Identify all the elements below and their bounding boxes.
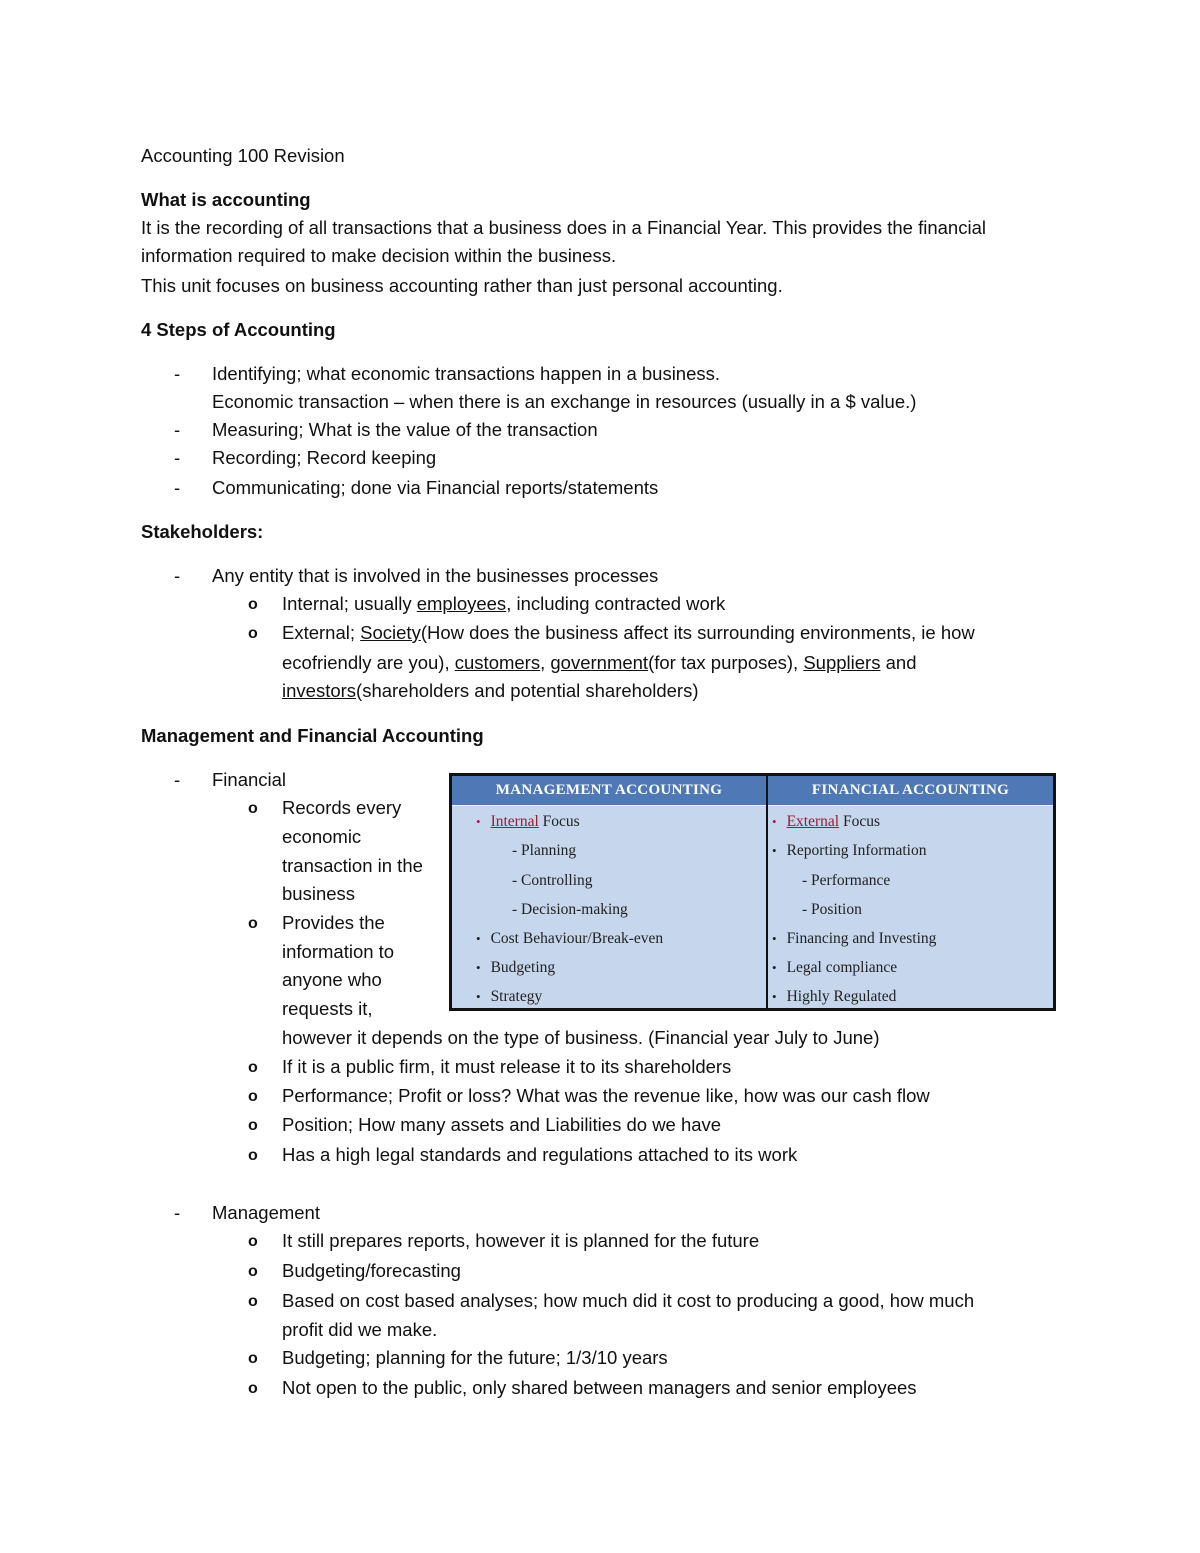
paragraph-line: information required to make decision within the business.: [141, 245, 617, 266]
step-identifying: Identifying; what economic transactions happen in a business.: [212, 363, 721, 384]
financial-point: If it is a public firm, it must release it to its shareholders: [282, 1056, 732, 1077]
underlined-term: investors: [282, 680, 357, 701]
table-cell: • Internal Focus: [476, 813, 580, 830]
stakeholders-intro: Any entity that is involved in the businesses processes: [212, 565, 659, 586]
circle-bullet: o: [248, 1263, 258, 1280]
table-cell: • Cost Behaviour/Break-even: [476, 930, 664, 947]
stakeholder-external: External; Society(How does the business affect its surrounding environments, ie how: [282, 622, 975, 643]
column-divider: [766, 776, 768, 1008]
underlined-term: customers: [454, 652, 541, 673]
financial-point: Records every: [282, 797, 402, 818]
dash-bullet: -: [174, 477, 181, 498]
table-cell: • Budgeting: [476, 959, 556, 976]
table-cell: - Decision-making: [512, 901, 628, 918]
table-header-management: MANAGEMENT ACCOUNTING: [452, 776, 766, 805]
paragraph-line: It is the recording of all transactions that a business does in a Financial Year. This provides the financial: [141, 217, 986, 238]
financial-point: anyone who: [282, 969, 382, 990]
management-point: It still prepares reports, however it is planned for the future: [282, 1230, 760, 1251]
management-point: Budgeting/forecasting: [282, 1260, 461, 1281]
dash-bullet: -: [174, 769, 181, 790]
circle-bullet: o: [248, 596, 258, 613]
circle-bullet: o: [248, 915, 258, 932]
circle-bullet: o: [248, 1293, 258, 1310]
table-cell: • External Focus: [772, 813, 880, 830]
circle-bullet: o: [248, 1059, 258, 1076]
circle-bullet: o: [248, 1380, 258, 1397]
financial-point: requests it,: [282, 998, 373, 1019]
comparison-table: [449, 773, 1056, 1011]
financial-point: Has a high legal standards and regulations attached to its work: [282, 1144, 798, 1165]
management-point: Not open to the public, only shared between managers and senior employees: [282, 1377, 917, 1398]
step-measuring: Measuring; What is the value of the transaction: [212, 419, 598, 440]
circle-bullet: o: [248, 800, 258, 817]
management-point: Budgeting; planning for the future; 1/3/10 years: [282, 1347, 668, 1368]
table-cell: • Strategy: [476, 988, 543, 1005]
stakeholder-external-cont: investors(shareholders and potential shareholders): [282, 680, 699, 701]
table-cell: - Planning: [512, 842, 577, 859]
underlined-term: Society: [360, 622, 421, 643]
circle-bullet: o: [248, 625, 258, 642]
heading-management-financial: Management and Financial Accounting: [141, 725, 484, 746]
table-cell: - Performance: [802, 872, 891, 889]
financial-point: information to: [282, 941, 395, 962]
underlined-term: government: [550, 652, 649, 673]
financial-point: Provides the: [282, 912, 385, 933]
circle-bullet: o: [248, 1350, 258, 1367]
heading-4-steps: 4 Steps of Accounting: [141, 319, 336, 340]
dash-bullet: -: [174, 1202, 181, 1223]
financial-label: Financial: [212, 769, 287, 790]
circle-bullet: o: [248, 1233, 258, 1250]
financial-point: however it depends on the type of business. (Financial year July to June): [282, 1027, 880, 1048]
table-header-financial: FINANCIAL ACCOUNTING: [768, 776, 1053, 805]
heading-what-is-accounting: What is accounting: [141, 189, 311, 210]
circle-bullet: o: [248, 1088, 258, 1105]
financial-point: business: [282, 883, 356, 904]
management-point: profit did we make.: [282, 1319, 438, 1340]
paragraph-line: This unit focuses on business accounting rather than just personal accounting.: [141, 275, 783, 296]
header-divider: [452, 805, 1053, 806]
financial-point: transaction in the: [282, 855, 423, 876]
stakeholder-external-cont: ecofriendly are you), customers, government(for tax purposes), Suppliers and: [282, 652, 917, 673]
dash-bullet: -: [174, 419, 181, 440]
circle-bullet: o: [248, 1147, 258, 1164]
step-identifying-detail: Economic transaction – when there is an exchange in resources (usually in a $ value.): [212, 391, 917, 412]
underlined-term: Suppliers: [803, 652, 881, 673]
dash-bullet: -: [174, 447, 181, 468]
heading-stakeholders: Stakeholders:: [141, 521, 264, 542]
table-cell: • Legal compliance: [772, 959, 898, 976]
financial-point: economic: [282, 826, 362, 847]
underlined-term: employees: [416, 593, 507, 614]
document-title: Accounting 100 Revision: [141, 145, 345, 166]
step-communicating: Communicating; done via Financial reports/statements: [212, 477, 659, 498]
dash-bullet: -: [174, 565, 181, 586]
stakeholder-internal: Internal; usually employees, including contracted work: [282, 593, 726, 614]
management-label: Management: [212, 1202, 320, 1223]
financial-point: Performance; Profit or loss? What was the revenue like, how was our cash flow: [282, 1085, 930, 1106]
circle-bullet: o: [248, 1117, 258, 1134]
table-cell: - Position: [802, 901, 862, 918]
table-cell: • Reporting Information: [772, 842, 927, 859]
step-recording: Recording; Record keeping: [212, 447, 437, 468]
table-cell: - Controlling: [512, 872, 593, 889]
dash-bullet: -: [174, 363, 181, 384]
management-point: Based on cost based analyses; how much did it cost to producing a good, how much: [282, 1290, 975, 1311]
financial-point: Position; How many assets and Liabilities do we have: [282, 1114, 722, 1135]
table-cell: • Financing and Investing: [772, 930, 937, 947]
table-cell: • Highly Regulated: [772, 988, 897, 1005]
